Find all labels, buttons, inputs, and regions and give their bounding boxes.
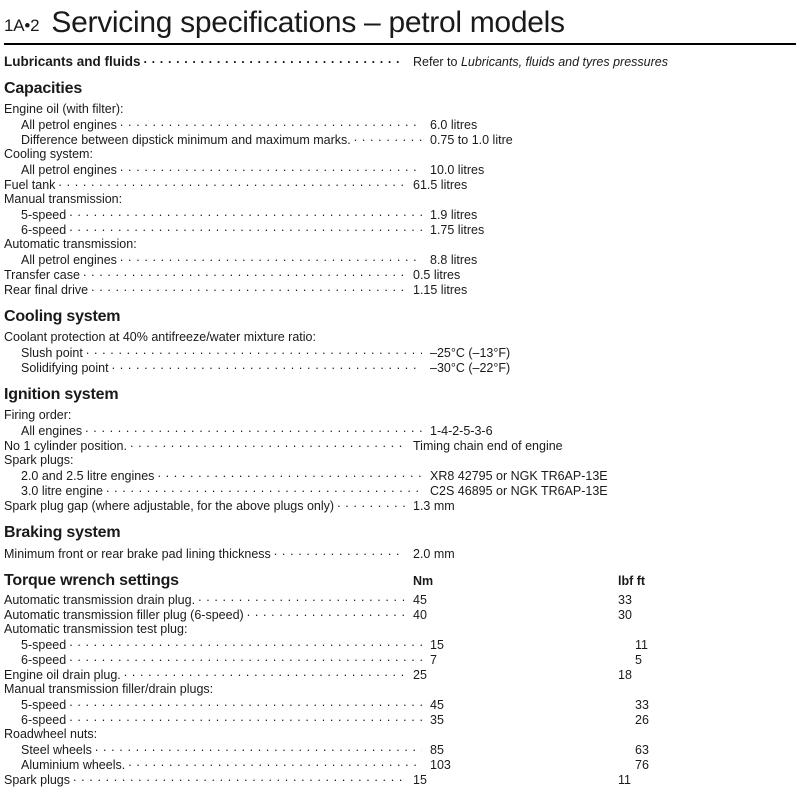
row-value-lbf: 18: [618, 668, 632, 682]
dot-leader: [198, 592, 405, 604]
dot-leader: [112, 360, 422, 372]
label-cell: [4, 330, 319, 345]
row-label: Coolant protection at 40% antifreeze/water mixture ratio:: [4, 330, 316, 344]
row-value-lbf: 26: [635, 713, 649, 727]
dot-leader: [69, 222, 422, 234]
row-value-nm: 45: [430, 698, 444, 712]
row-label: Manual transmission filler/drain plugs:: [4, 682, 214, 696]
row-label: Minimum front or rear brake pad lining thickness: [4, 547, 271, 561]
row-value-nm: 45: [413, 593, 427, 607]
row-label: Difference between dipstick minimum and maximum marks.: [21, 133, 351, 147]
spec-row: [4, 697, 794, 712]
dot-leader: [354, 132, 422, 144]
row-label: 6-speed: [21, 653, 67, 667]
label-cell: [4, 697, 430, 713]
row-label: Automatic transmission filler plug (6-speed): [4, 608, 244, 622]
value-italic: Lubricants, fluids and tyres pressures: [460, 55, 668, 69]
column-header-lbf: lbf ft: [618, 574, 646, 588]
row-value-lbf: 33: [618, 593, 632, 607]
row-value-lbf: 11: [618, 773, 631, 787]
spec-row: [4, 468, 794, 483]
dot-leader: [58, 177, 405, 189]
spec-row: [4, 652, 794, 667]
label-cell: [4, 438, 413, 454]
spec-row: [4, 252, 794, 267]
row-label: Spark plugs: [4, 773, 71, 787]
row-label: Transfer case: [4, 268, 80, 282]
label-cell: [4, 592, 413, 608]
value-prefix: Refer to: [413, 55, 461, 69]
spec-row: [4, 117, 794, 132]
label-cell: [4, 192, 125, 207]
dot-leader: [120, 252, 422, 264]
row-label: Engine oil drain plug.: [4, 668, 121, 682]
dot-leader: [106, 483, 422, 495]
label-cell: [4, 237, 140, 252]
row-value: 0.75 to 1.0 litre: [430, 133, 513, 147]
row-value-nm: 40: [413, 608, 427, 622]
label-cell: [4, 742, 430, 758]
spec-row: [4, 177, 794, 192]
row-value: –25°C (–13°F): [430, 346, 511, 360]
row-label: Engine oil (with filter):: [4, 102, 124, 116]
label-cell: [4, 498, 413, 514]
row-value: 61.5 litres: [413, 178, 468, 192]
row-value-nm: 15: [430, 638, 444, 652]
row-label: Fuel tank: [4, 178, 56, 192]
label-cell: [4, 207, 430, 223]
spec-group-label: [4, 408, 794, 423]
spec-group-label: [4, 330, 794, 345]
dot-leader: [91, 282, 405, 294]
row-label: All petrol engines: [21, 118, 117, 132]
row-label: 2.0 and 2.5 litre engines: [21, 469, 155, 483]
section-heading: Ignition system: [4, 386, 119, 403]
row-value: 0.5 litres: [413, 268, 461, 282]
spec-group-label: [4, 622, 794, 637]
dot-leader: [120, 162, 422, 174]
label-cell: [4, 637, 430, 653]
dot-leader: [69, 207, 422, 219]
label-cell: [4, 222, 430, 238]
spec-row: [4, 282, 794, 297]
spec-row: [4, 162, 794, 177]
lubricants-row: [4, 54, 794, 69]
page-content: [0, 54, 800, 787]
page-title: Servicing specifications – petrol models: [51, 6, 565, 39]
row-value: 10.0 litres: [430, 163, 485, 177]
label-cell: [4, 727, 100, 742]
row-value: –30°C (–22°F): [430, 361, 511, 375]
row-label: Spark plug gap (where adjustable, for the above plugs only): [4, 499, 335, 513]
column-header-nm: Nm: [413, 574, 434, 588]
label-cell: [4, 252, 430, 268]
row-label: 6-speed: [21, 713, 67, 727]
label-cell: [4, 453, 76, 468]
label-cell: [4, 757, 430, 773]
label-cell: [4, 468, 430, 484]
dot-leader: [157, 468, 422, 480]
spec-group-label: [4, 192, 794, 207]
label-cell: [4, 483, 430, 499]
section-heading: Cooling system: [4, 308, 121, 325]
dot-leader: [144, 54, 405, 66]
spec-row: [4, 207, 794, 222]
row-value: 2.0 mm: [413, 547, 455, 561]
dot-leader: [86, 345, 422, 357]
label-cell: [4, 712, 430, 728]
dot-leader: [69, 652, 422, 664]
spec-group-label: [4, 682, 794, 697]
row-value: [413, 55, 668, 70]
row-label: Automatic transmission drain plug.: [4, 593, 196, 607]
row-label: Roadwheel nuts:: [4, 727, 98, 741]
dot-leader: [95, 742, 422, 754]
label-cell: [4, 102, 127, 117]
row-value: 1.3 mm: [413, 499, 455, 513]
row-value-lbf: 33: [635, 698, 649, 712]
label-cell: [4, 667, 413, 683]
row-value: C2S 46895 or NGK TR6AP-13E: [430, 484, 608, 498]
label-cell: [4, 607, 413, 623]
spec-group-label: [4, 147, 794, 162]
row-label: 5-speed: [21, 638, 67, 652]
row-label: Solidifying point: [21, 361, 109, 375]
row-value: 6.0 litres: [430, 118, 478, 132]
dot-leader: [85, 423, 422, 435]
spec-row: [4, 222, 794, 237]
label-cell: [4, 408, 74, 423]
spec-row: [4, 546, 794, 561]
header-divider: [4, 43, 796, 45]
spec-row: [4, 712, 794, 727]
label-cell: [4, 54, 413, 69]
row-value: 1.15 litres: [413, 283, 468, 297]
torque-heading-row: [4, 573, 794, 589]
row-label: 5-speed: [21, 698, 67, 712]
row-label: Automatic transmission test plug:: [4, 622, 188, 636]
spec-row: [4, 438, 794, 453]
dot-leader: [69, 637, 422, 649]
spec-row: [4, 345, 794, 360]
row-label: Manual transmission:: [4, 192, 123, 206]
row-value-lbf: 63: [635, 743, 649, 757]
row-value-nm: 35: [430, 713, 444, 727]
spec-group-label: [4, 453, 794, 468]
label-cell: [4, 360, 430, 376]
spec-row: [4, 757, 794, 772]
spec-row: [4, 498, 794, 513]
spec-group-label: [4, 237, 794, 252]
row-label: Spark plugs:: [4, 453, 74, 467]
row-label: Lubricants and fluids: [4, 54, 141, 69]
row-label: 3.0 litre engine: [21, 484, 104, 498]
row-value: XR8 42795 or NGK TR6AP-13E: [430, 469, 608, 483]
row-value-nm: 7: [430, 653, 437, 667]
dot-leader: [247, 607, 405, 619]
label-cell: [4, 267, 413, 283]
spec-group-label: [4, 102, 794, 117]
dot-leader: [69, 712, 422, 724]
dot-leader: [83, 267, 405, 279]
row-value-nm: 15: [413, 773, 427, 787]
row-value: Timing chain end of engine: [413, 439, 563, 453]
row-label: Steel wheels: [21, 743, 92, 757]
row-label: All engines: [21, 424, 83, 438]
row-value-nm: 85: [430, 743, 444, 757]
dot-leader: [73, 772, 405, 784]
spec-row: [4, 267, 794, 282]
label-cell: [4, 132, 430, 148]
row-label: All petrol engines: [21, 163, 117, 177]
dot-leader: [130, 438, 405, 450]
label-cell: [4, 177, 413, 193]
row-value-nm: 103: [430, 758, 451, 772]
spec-group-label: [4, 727, 794, 742]
label-cell: [4, 117, 430, 133]
row-value: 1-4-2-5-3-6: [430, 424, 493, 438]
spec-row: [4, 592, 794, 607]
label-cell: [4, 162, 430, 178]
row-label: Rear final drive: [4, 283, 89, 297]
spec-row: [4, 360, 794, 375]
row-label: Slush point: [21, 346, 83, 360]
row-label: No 1 cylinder position.: [4, 439, 127, 453]
dot-leader: [69, 697, 422, 709]
row-value-lbf: 76: [635, 758, 649, 772]
spec-row: [4, 607, 794, 622]
spec-row: [4, 667, 794, 682]
row-label: Automatic transmission:: [4, 237, 137, 251]
spec-row: [4, 742, 794, 757]
row-value-nm: 25: [413, 668, 427, 682]
row-label: Cooling system:: [4, 147, 93, 161]
section-heading: Braking system: [4, 524, 121, 541]
row-label: Firing order:: [4, 408, 72, 422]
label-cell: [4, 345, 430, 361]
section-heading-torque: Torque wrench settings: [4, 572, 179, 589]
dot-leader: [274, 546, 405, 558]
row-value-lbf: 30: [618, 608, 632, 622]
row-label: 5-speed: [21, 208, 67, 222]
dot-leader: [128, 757, 422, 769]
row-label: Aluminium wheels.: [21, 758, 126, 772]
spec-row: [4, 132, 794, 147]
label-cell: [4, 682, 216, 697]
spec-row: [4, 423, 794, 438]
page-header: [0, 0, 800, 40]
label-cell: [4, 147, 96, 162]
dot-leader: [337, 498, 405, 510]
spec-row: [4, 772, 794, 787]
spec-sections: [4, 81, 794, 561]
torque-rows: [4, 592, 794, 787]
label-cell: [4, 772, 413, 788]
spec-row: [4, 483, 794, 498]
label-cell: [4, 622, 190, 637]
label-cell: [4, 423, 430, 439]
row-value: 8.8 litres: [430, 253, 478, 267]
label-cell: [4, 652, 430, 668]
row-label: 6-speed: [21, 223, 67, 237]
dot-leader: [120, 117, 422, 129]
label-cell: [4, 282, 413, 298]
row-label: All petrol engines: [21, 253, 117, 267]
section-heading: Capacities: [4, 80, 83, 97]
page-number: 1A•2: [4, 16, 40, 35]
spec-row: [4, 637, 794, 652]
row-value: 1.75 litres: [430, 223, 485, 237]
dot-leader: [124, 667, 405, 679]
row-value-lbf: 5: [635, 653, 642, 667]
label-cell: [4, 546, 413, 562]
row-value: 1.9 litres: [430, 208, 478, 222]
row-value-lbf: 11: [635, 638, 648, 652]
